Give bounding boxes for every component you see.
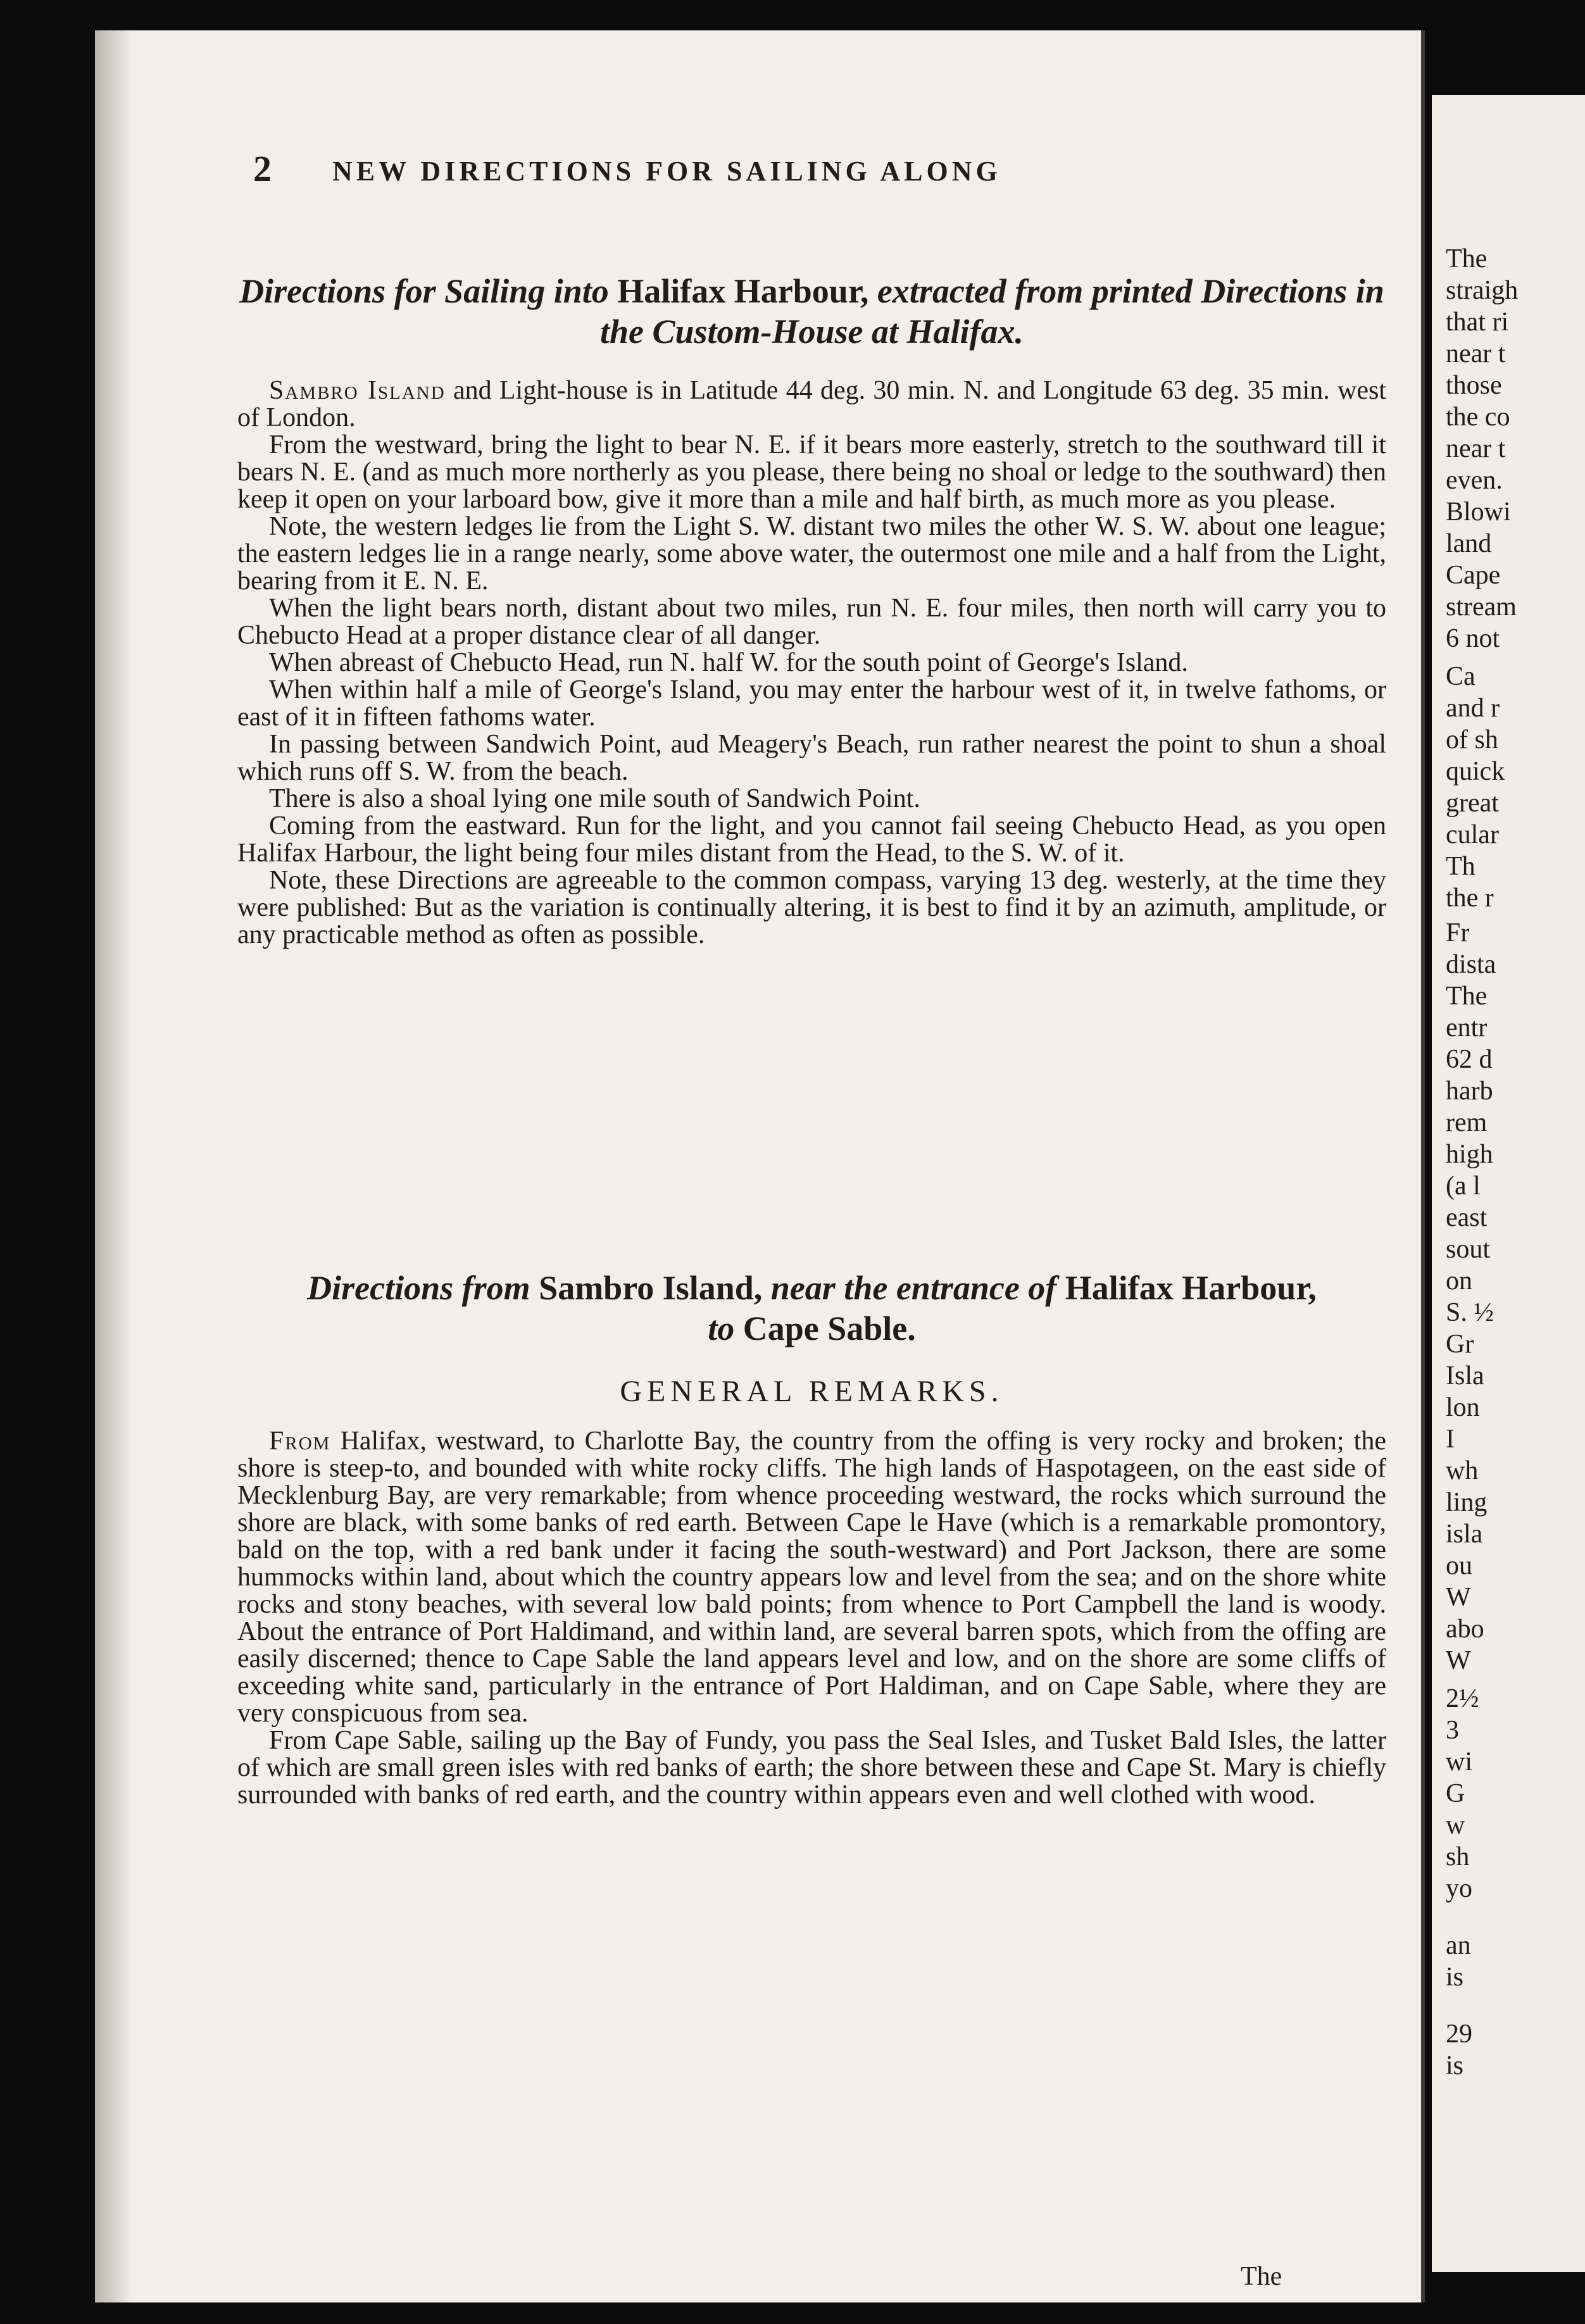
facing-line: of sh: [1446, 725, 1498, 754]
section-halifax-harbour: [237, 271, 1386, 949]
facing-line: Ca: [1446, 662, 1475, 691]
paragraph: [237, 1428, 1386, 1727]
paragraph-text: When within half a mile of George's Island, you may enter the harbour west of it, in twelve fathoms, or east of it in fifteen fathoms water.: [237, 675, 1386, 732]
paragraph-text: From Cape Sable, sailing up the Bay of Fundy, you pass the Seal Isles, and Tusket Bald Isles, the latter of which are small green isles with red banks of earth; the shore between these and Cape St. Mary is chiefly surrounded with banks of red earth, and the country within appears even and well clothed with wood.: [237, 1726, 1386, 1809]
title-part: extracted from printed Directions in the Custom-House at Halifax.: [599, 272, 1384, 351]
paragraph-text: and Light-house is in Latitude 44 deg. 30 min. N. and Longitude 63 deg. 35 min. west of London.: [237, 376, 1386, 432]
facing-line: The: [1446, 982, 1488, 1011]
section-paragraphs: [237, 377, 1386, 949]
paragraph-text: When the light bears north, distant about two miles, run N. E. four miles, then north will carry you to Chebucto Head at a proper distance clear of all danger.: [237, 594, 1386, 650]
paragraph-text: There is also a shoal lying one mile south of Sandwich Point.: [269, 784, 920, 813]
paragraph: [237, 785, 1386, 813]
facing-line: dista: [1446, 950, 1496, 979]
facing-line: high: [1446, 1140, 1493, 1169]
facing-line: I: [1446, 1425, 1455, 1454]
paragraph-text: In passing between Sandwich Point, aud Meagery's Beach, run rather nearest the point to shun a shoal which runs off S. W. from the beach.: [237, 730, 1386, 786]
facing-line: wh: [1446, 1456, 1479, 1485]
facing-line: S. ½: [1446, 1298, 1494, 1327]
facing-line: yo: [1446, 1874, 1472, 1903]
paragraph: [237, 649, 1386, 677]
facing-line: an: [1446, 1931, 1471, 1960]
facing-line: ou: [1446, 1551, 1472, 1580]
facing-line: W: [1446, 1646, 1471, 1675]
paragraph: [237, 677, 1386, 731]
facing-line: 2½: [1446, 1684, 1479, 1713]
paragraph-lead: From: [269, 1427, 331, 1456]
facing-line: entr: [1446, 1013, 1488, 1042]
paragraph: [237, 1727, 1386, 1809]
facing-line: the r: [1446, 884, 1494, 913]
facing-line: harb: [1446, 1077, 1493, 1106]
page-number: 2: [253, 148, 272, 189]
paragraph: [237, 595, 1386, 649]
paragraph-text: When abreast of Chebucto Head, run N. half W. for the south point of George's Island.: [269, 648, 1188, 677]
facing-line: sh: [1446, 1842, 1470, 1871]
facing-line: even.: [1446, 466, 1503, 495]
facing-line: 62 d: [1446, 1045, 1493, 1074]
facing-line: straigh: [1446, 276, 1519, 305]
facing-line: Isla: [1446, 1361, 1484, 1390]
facing-line: is: [1446, 1963, 1464, 1992]
facing-line: great: [1446, 789, 1499, 818]
paragraph-text: Note, the western ledges lie from the Light S. W. distant two miles the other W. S. W. about one league; the eastern ledges lie in a range nearly, some above water, the outermost one mile and a half from the Light, bearing from it E. N. E.: [237, 512, 1386, 596]
facing-line: sout: [1446, 1235, 1491, 1264]
facing-line: those: [1446, 371, 1502, 400]
title-part: Directions from: [307, 1269, 539, 1307]
paragraph-text: Halifax, westward, to Charlotte Bay, the country from the offing is very rocky and broken; the shore is steep-to, and bounded with white rocky cliffs. The high lands of Haspotageen, on the east side of Mecklenburg Bay, are very remarkable; from whence proceeding westward, the rocks which surround the shore are black, with some banks of red earth. Between Cape le Have (which is a remarkable promontory, bald on the top, with a red bank under it facing the south-westward) and Port Jackson, there are some hummocks within land, about which the country appears low and level from the sea; and on the shore white rocks and stony beaches, with several low bald points; from whence to Port Campbell the land is woody. About the entrance of Port Haldimand, and within land, are several barren spots, which from the offing are easily discerned; thence to Cape Sable the land appears level and low, and on the shore are some cliffs of exceeding white sand, particularly in the entrance of Port Haldiman, and on Cape Sable, where they are very conspicuous from sea.: [237, 1427, 1386, 1728]
facing-line: and r: [1446, 694, 1500, 723]
paragraph-text: Coming from the eastward. Run for the light, and you cannot fail seeing Chebucto Head, as you open Halifax Harbour, the light being four miles distant from the Head, to the S. W. of it.: [237, 811, 1386, 868]
facing-line: Gr: [1446, 1330, 1474, 1359]
running-title: NEW DIRECTIONS FOR SAILING ALONG: [332, 156, 1001, 187]
paragraph-lead: Sambro Island: [269, 376, 446, 405]
title-part: Directions for Sailing into: [239, 272, 618, 310]
paragraph: [237, 813, 1386, 867]
title-part: Cape Sable.: [742, 1309, 916, 1347]
facing-line: W: [1446, 1583, 1471, 1612]
gutter-shadow: [95, 30, 133, 2302]
paragraph: [237, 731, 1386, 785]
facing-line: isla: [1446, 1520, 1483, 1549]
section-title: [237, 271, 1386, 352]
facing-line: 3: [1446, 1716, 1459, 1745]
paragraph: [237, 432, 1386, 513]
facing-line: The: [1446, 244, 1488, 273]
title-part: to: [708, 1309, 743, 1347]
title-part: Halifax Harbour,: [1065, 1269, 1317, 1307]
facing-line: w: [1446, 1811, 1465, 1840]
paragraph-text: From the westward, bring the light to bear N. E. if it bears more easterly, stretch to the southward till it bears N. E. (and as much more northerly as you please, there being no shoal or ledge to the southward) then keep it open on your larboard bow, give it more than a mile and half birth, as much more as you please.: [237, 430, 1386, 514]
title-part: near the entrance of: [762, 1269, 1065, 1307]
facing-line: on: [1446, 1266, 1472, 1296]
facing-line: (a l: [1446, 1171, 1481, 1201]
facing-line: the co: [1446, 403, 1510, 432]
facing-line: is: [1446, 2051, 1464, 2080]
facing-line: cular: [1446, 820, 1499, 849]
section-title: [237, 1268, 1386, 1349]
facing-line: stream: [1446, 592, 1517, 622]
facing-line: Blowi: [1446, 497, 1511, 527]
facing-line: rem: [1446, 1108, 1488, 1137]
paragraph: [237, 377, 1386, 432]
facing-line: Fr: [1446, 918, 1470, 947]
title-part: Sambro Island,: [539, 1269, 763, 1307]
facing-line: wi: [1446, 1747, 1472, 1777]
facing-line: near t: [1446, 434, 1506, 463]
facing-line: ling: [1446, 1488, 1488, 1517]
facing-line: G: [1446, 1779, 1465, 1808]
facing-line: quick: [1446, 757, 1505, 786]
facing-line: abo: [1446, 1615, 1484, 1644]
facing-line: 29: [1446, 2020, 1472, 2049]
section-cape-sable: [237, 1268, 1386, 1809]
paragraph: [237, 513, 1386, 595]
book-page: [95, 30, 1425, 2302]
facing-line: Cape: [1446, 561, 1501, 590]
facing-line: 6 not: [1446, 624, 1500, 653]
facing-line: Th: [1446, 852, 1475, 881]
facing-line: land: [1446, 529, 1492, 558]
subheading: GENERAL REMARKS.: [620, 1375, 1004, 1408]
facing-page-fragment: [1432, 95, 1585, 2272]
facing-line: lon: [1446, 1393, 1480, 1422]
paragraph: [237, 867, 1386, 949]
catchword: The: [1241, 2262, 1282, 2291]
section-paragraphs: [237, 1428, 1386, 1809]
facing-line: east: [1446, 1203, 1488, 1232]
facing-line: that ri: [1446, 308, 1509, 337]
paragraph-text: Note, these Directions are agreeable to the common compass, varying 13 deg. westerly, at the time they were published: But as the variation is continually altering, it is best to find it by an azimuth, amplitude, or any practicable method as often as possible.: [237, 866, 1386, 949]
title-part: Halifax Harbour,: [617, 272, 869, 310]
facing-line: near t: [1446, 339, 1506, 368]
